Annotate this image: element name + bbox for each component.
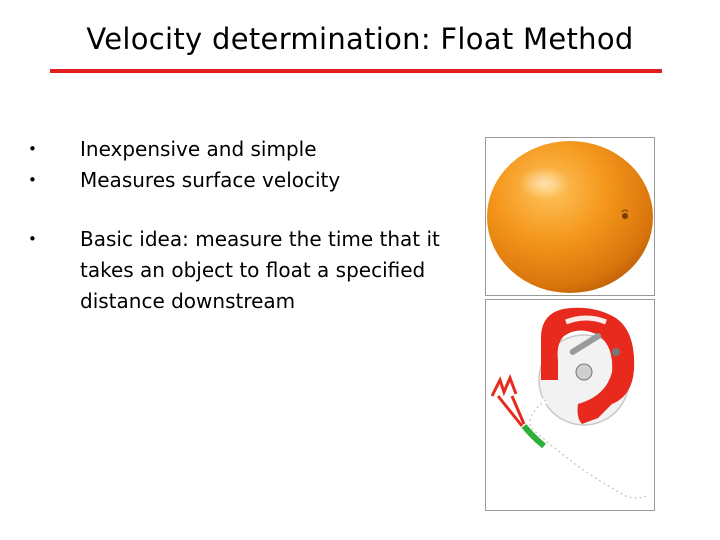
- orange-image: [485, 137, 655, 296]
- bullet-text: Inexpensive and simple: [80, 137, 317, 161]
- bullet-mark: •: [28, 140, 37, 158]
- bullet-list: [28, 134, 468, 317]
- bullet-item: [28, 224, 468, 317]
- title-underline: [50, 69, 662, 73]
- bullet-item: [28, 134, 468, 165]
- bullet-item: [28, 165, 468, 196]
- measuring-tape-image: [485, 299, 655, 511]
- orange-icon: [486, 138, 654, 295]
- slide-title: Velocity determination: Float Method: [86, 22, 634, 56]
- bullet-text: Basic idea: measure the time that it takes an object to float a specified distance downstream: [80, 227, 440, 313]
- bullet-mark: •: [28, 171, 37, 189]
- measuring-tape-icon: [486, 300, 654, 510]
- bullet-mark: •: [28, 230, 37, 248]
- bullet-text: Measures surface velocity: [80, 168, 341, 192]
